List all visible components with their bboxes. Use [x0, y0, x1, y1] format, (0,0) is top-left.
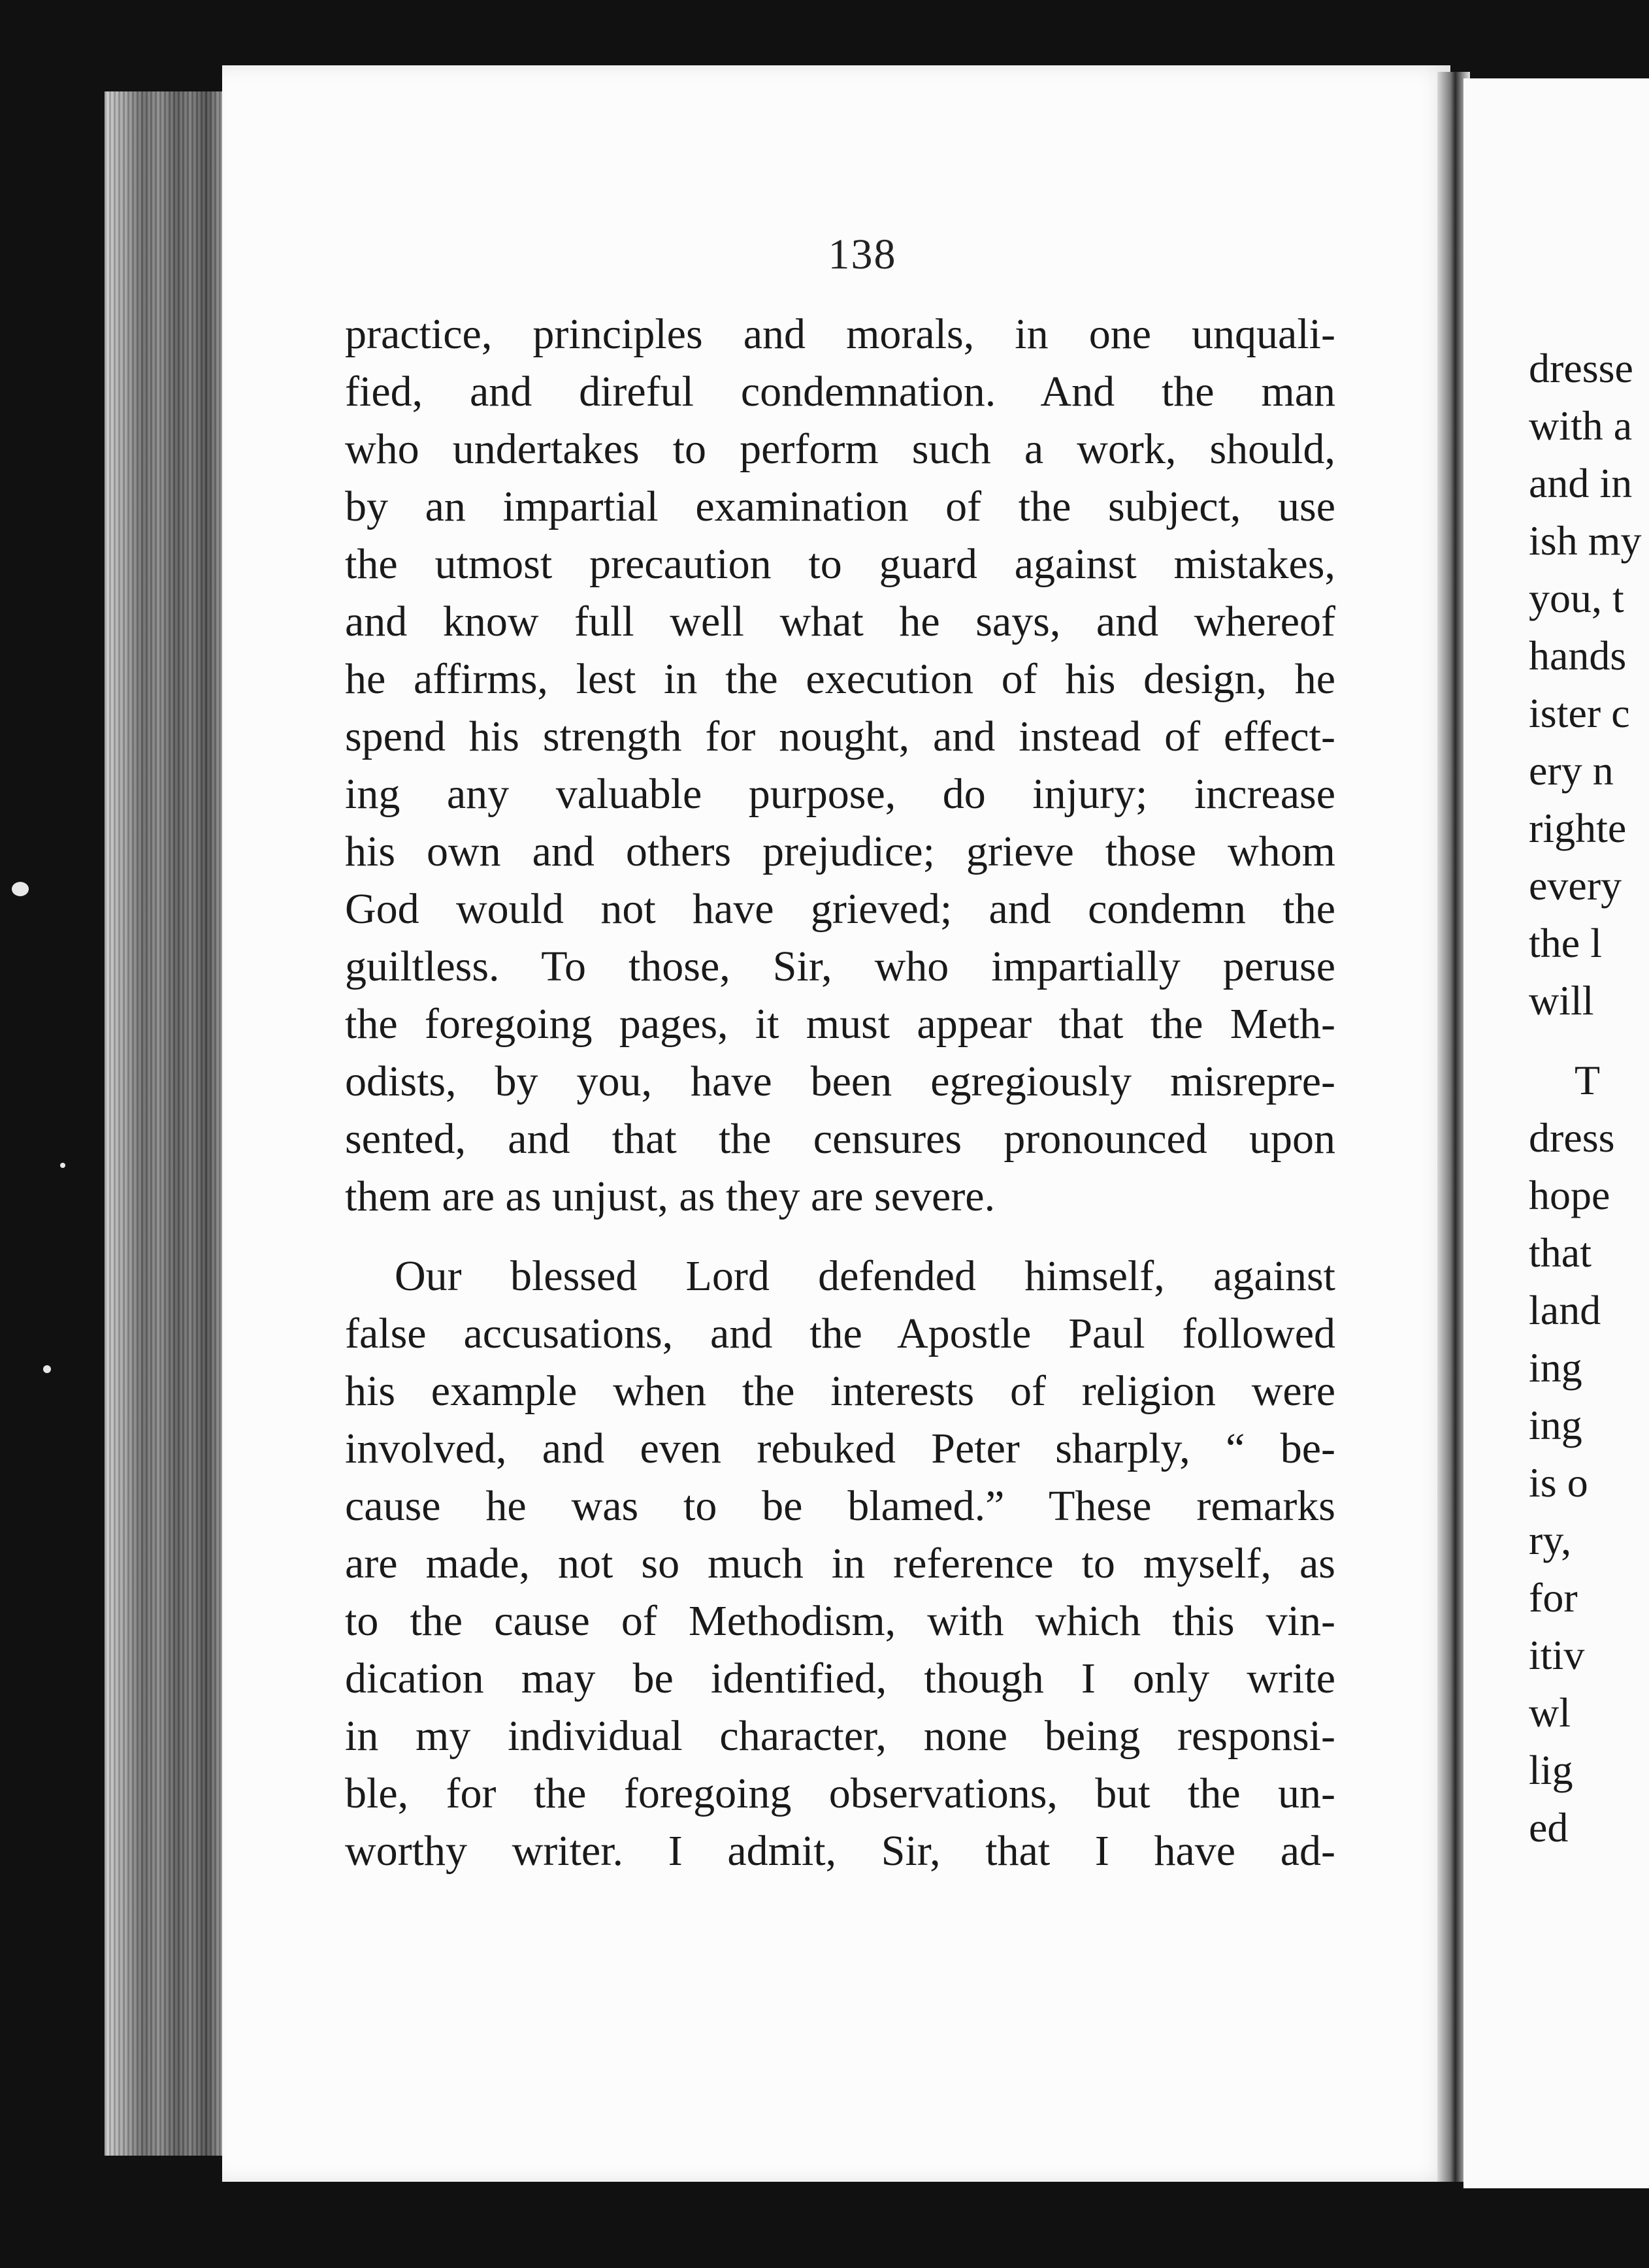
text-line: are made, not so much in reference to myself, as — [345, 1540, 1335, 1587]
dust-speck — [43, 1365, 51, 1373]
edge-text-line: lig — [1529, 1747, 1573, 1793]
text-line: dication may be identified, though I only write — [345, 1655, 1335, 1702]
edge-text-line: ister c — [1529, 690, 1630, 736]
edge-text-line: T — [1575, 1057, 1601, 1103]
edge-text-line: ing — [1529, 1402, 1582, 1448]
text-line: sented, and that the censures pronounced upon — [345, 1115, 1335, 1163]
edge-text-line: dress — [1529, 1114, 1615, 1161]
edge-text-line: itiv — [1529, 1632, 1585, 1678]
text-line: false accusations, and the Apostle Paul followed — [345, 1310, 1335, 1357]
edge-text-line: hands — [1529, 632, 1627, 679]
edge-text-line: and in — [1529, 460, 1633, 506]
edge-text-line: every — [1529, 862, 1622, 909]
text-line: guiltless. To those, Sir, who impartially peruse — [345, 943, 1335, 990]
text-line: spend his strength for nought, and instead of effect- — [345, 713, 1335, 760]
text-line: his example when the interests of religion were — [345, 1367, 1335, 1415]
edge-text-line: ing — [1529, 1344, 1582, 1391]
text-line: odists, by you, have been egregiously misrepre- — [345, 1058, 1335, 1105]
edge-text-line: ery n — [1529, 747, 1614, 794]
text-line: and know full well what he says, and whereof — [345, 598, 1335, 645]
text-line: them are as unjust, as they are severe. — [345, 1173, 996, 1220]
edge-text-line: is o — [1529, 1459, 1588, 1506]
text-line: cause he was to be blamed.” These remarks — [345, 1482, 1335, 1530]
text-line: worthy writer. I admit, Sir, that I have ad- — [345, 1827, 1335, 1875]
text-line: fied, and direful condemnation. And the man — [345, 368, 1335, 415]
edge-text-line: that — [1529, 1229, 1592, 1276]
text-line: involved, and even rebuked Peter sharply, “ be- — [345, 1425, 1335, 1472]
edge-text-line: wl — [1529, 1689, 1571, 1736]
text-line: to the cause of Methodism, with which this vin- — [345, 1597, 1335, 1645]
page-edges — [105, 91, 235, 2156]
text-line: the foregoing pages, it must appear that the Meth- — [345, 1000, 1335, 1048]
edge-text-line: ish my — [1529, 517, 1642, 564]
edge-text-line: with a — [1529, 402, 1633, 449]
dust-speck — [60, 1163, 65, 1168]
text-line: ing any valuable purpose, do injury; increase — [345, 770, 1335, 818]
text-line: practice, principles and morals, in one unquali- — [345, 310, 1335, 358]
edge-text-line: land — [1529, 1287, 1601, 1333]
text-line: in my individual character, none being responsi- — [345, 1712, 1335, 1760]
edge-text-line: the l — [1529, 920, 1602, 966]
right-page-edge-text — [1529, 340, 1649, 1856]
edge-text-line: righte — [1529, 805, 1627, 851]
text-line: he affirms, lest in the execution of his design, he — [345, 655, 1335, 703]
left-page-text — [345, 306, 1335, 1880]
edge-text-line: you, t — [1529, 575, 1624, 621]
text-line: by an impartial examination of the subject, use — [345, 483, 1335, 530]
edge-text-line: hope — [1529, 1172, 1610, 1218]
text-line: God would not have grieved; and condemn the — [345, 885, 1335, 933]
edge-text-line: ry, — [1529, 1517, 1572, 1563]
edge-text-line: for — [1529, 1574, 1578, 1621]
text-line: who undertakes to perform such a work, should, — [345, 425, 1335, 473]
edge-text-line: will — [1529, 977, 1594, 1024]
text-line: Our blessed Lord defended himself, against — [395, 1252, 1335, 1300]
edge-text-line: ed — [1529, 1804, 1569, 1851]
page-number: 138 — [828, 231, 897, 278]
text-line: ble, for the foregoing observations, but the un- — [345, 1770, 1335, 1817]
edge-text-line: dresse — [1529, 345, 1633, 391]
text-line: his own and others prejudice; grieve those whom — [345, 828, 1335, 875]
dust-speck — [12, 882, 29, 896]
text-line: the utmost precaution to guard against mistakes, — [345, 540, 1335, 588]
